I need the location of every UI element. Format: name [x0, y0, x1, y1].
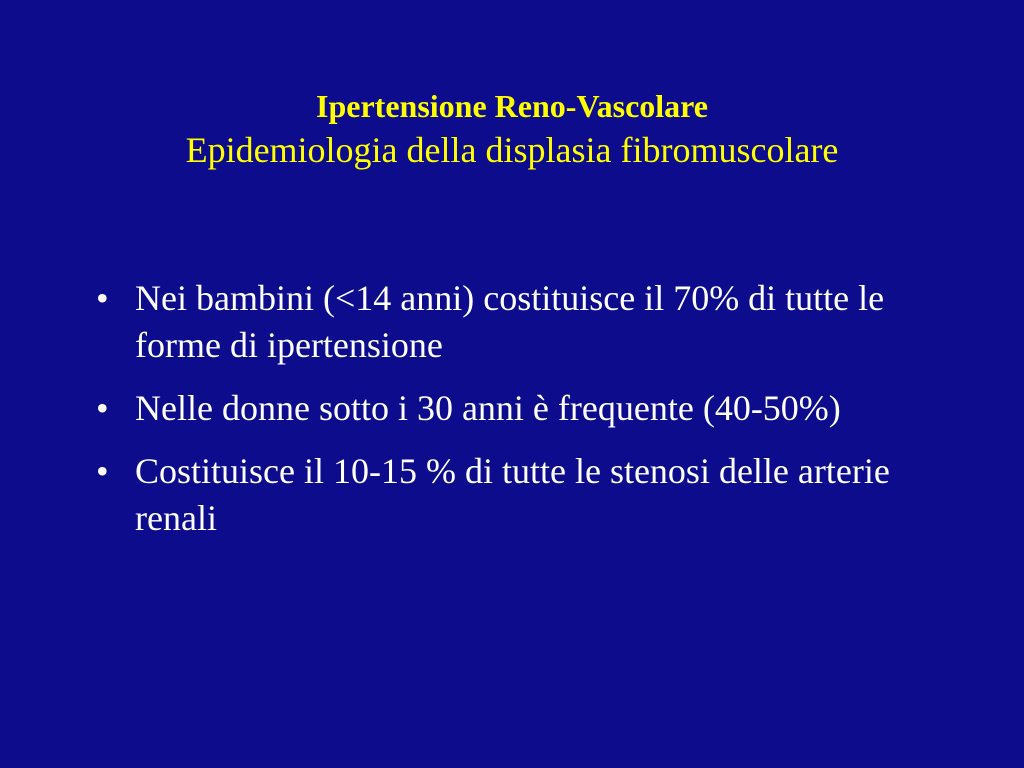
bullet-text: Costituisce il 10-15 % di tutte le stenosi delle arterie renali [135, 451, 890, 538]
bullet-list [96, 275, 956, 558]
title-block [0, 84, 1024, 172]
bullet-item [96, 385, 956, 432]
bullet-text: Nei bambini (<14 anni) costituisce il 70% di tutte le forme di ipertensione [135, 278, 885, 365]
bullet-item [96, 275, 956, 369]
bullet-marker: • [96, 278, 109, 318]
bullet-text: Nelle donne sotto i 30 anni è frequente (40-50%) [135, 388, 841, 428]
slide-title: Ipertensione Reno-Vascolare [316, 88, 708, 124]
slide-subtitle: Epidemiologia della displasia fibromuscolare [185, 130, 839, 170]
bullet-marker: • [96, 451, 109, 491]
bullet-item [96, 448, 956, 542]
bullet-marker: • [96, 388, 109, 428]
